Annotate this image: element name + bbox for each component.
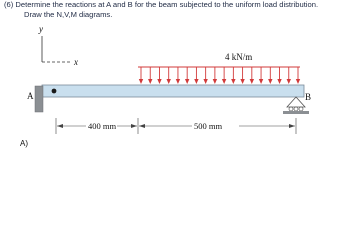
x-axis-label: x — [74, 57, 78, 67]
load-arrow-head — [259, 79, 263, 84]
load-arrow-head — [222, 79, 226, 84]
load-arrow-head — [268, 79, 272, 84]
load-arrow-head — [194, 79, 198, 84]
load-arrow-head — [176, 79, 180, 84]
load-arrow-head — [157, 79, 161, 84]
support-b-triangle — [287, 97, 305, 107]
dimension-label-left: 400 mm — [88, 121, 117, 131]
load-label: 4 kN/m — [225, 52, 253, 62]
load-arrow-head — [167, 79, 171, 84]
beam — [42, 85, 304, 97]
support-b-roller-2 — [294, 107, 298, 111]
dimension-arrow-right-start — [139, 124, 145, 128]
dimension-arrow-right-end — [289, 124, 295, 128]
load-arrow-head — [250, 79, 254, 84]
support-b-roller-3 — [299, 107, 303, 111]
support-b-roller-1 — [289, 107, 293, 111]
load-arrow-head — [287, 79, 291, 84]
support-a-wall — [35, 86, 43, 112]
load-arrow-head — [240, 79, 244, 84]
support-a-label: A — [27, 91, 34, 101]
problem-statement: (6) Determine the reactions at A and B for the beam subjected to the uniform load distribution. — [4, 0, 319, 9]
support-b-label: B — [305, 92, 312, 102]
load-arrow-head — [139, 79, 143, 84]
dimension-arrow-left-start — [57, 124, 63, 128]
support-a-pin-dot — [52, 89, 57, 94]
load-arrow-head — [277, 79, 281, 84]
dimension-lines — [56, 118, 296, 134]
problem-instruction: Draw the N,V,M diagrams. — [24, 10, 113, 19]
dimension-label-right: 500 mm — [194, 121, 223, 131]
load-arrow-head — [203, 79, 207, 84]
dimension-arrow-left-end — [131, 124, 137, 128]
y-axis-label: y — [39, 24, 43, 34]
support-b-ground — [283, 111, 309, 114]
load-arrow-head — [213, 79, 217, 84]
coordinate-axes — [38, 24, 78, 67]
load-arrow-head — [231, 79, 235, 84]
load-arrow-head — [296, 79, 300, 84]
load-arrow-head — [148, 79, 152, 84]
load-arrow-head — [185, 79, 189, 84]
load-arrows — [139, 67, 300, 84]
part-label: A) — [20, 139, 28, 148]
distributed-load — [138, 67, 300, 84]
